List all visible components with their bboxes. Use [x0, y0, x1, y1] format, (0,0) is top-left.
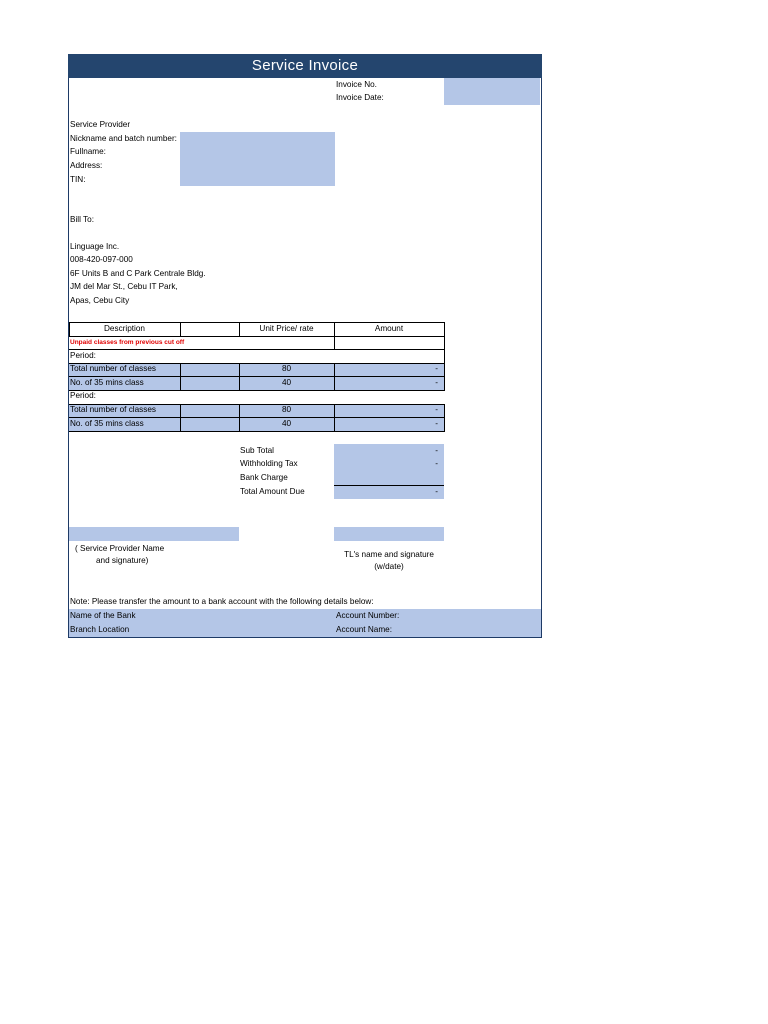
row-amount: -: [435, 405, 438, 414]
fullname-label: Fullname:: [70, 147, 106, 156]
row-description: Total number of classes: [70, 364, 157, 373]
row-description: No. of 35 mins class: [70, 419, 144, 428]
bill-to-line: JM del Mar St., Cebu IT Park,: [70, 282, 178, 291]
row-description: No. of 35 mins class: [70, 378, 144, 387]
account-number-label: Account Number:: [336, 611, 400, 620]
account-name-label: Account Name:: [336, 625, 392, 634]
total-due-value: -: [435, 487, 438, 496]
bill-to-line: Apas, Cebu City: [70, 296, 130, 305]
branch-location-label: Branch Location: [70, 625, 130, 634]
withholding-value: -: [435, 459, 438, 468]
column-header-description: Description: [104, 324, 145, 333]
row-description: Total number of classes: [70, 405, 157, 414]
bank-details-field[interactable]: [69, 609, 541, 637]
invoice-date-label: Invoice Date:: [336, 93, 384, 102]
row-amount: -: [435, 378, 438, 387]
subtotal-value: -: [435, 446, 438, 455]
bank-note: Note: Please transfer the amount to a bank account with the following details below:: [70, 597, 374, 606]
row-rate: 80: [281, 405, 292, 414]
bill-to-line: 6F Units B and C Park Centrale Bldg.: [70, 269, 206, 278]
provider-signature-field[interactable]: [69, 527, 239, 541]
invoice-number-field[interactable]: [444, 78, 540, 105]
tl-signature-caption: (w/date): [374, 562, 404, 571]
bill-to-line: Linguage Inc.: [70, 242, 120, 251]
bank-charge-label: Bank Charge: [240, 473, 288, 482]
subtotal-label: Sub Total: [240, 446, 274, 455]
row-rate: 80: [281, 364, 292, 373]
provider-details-field[interactable]: [180, 132, 335, 186]
withholding-label: Withholding Tax: [240, 459, 298, 468]
row-rate: 40: [281, 378, 292, 387]
provider-signature-caption: and signature): [96, 556, 149, 565]
provider-signature-caption: ( Service Provider Name: [75, 544, 165, 553]
row-rate: 40: [281, 419, 292, 428]
invoice-number-label: Invoice No.: [336, 80, 377, 89]
row-amount: -: [435, 364, 438, 373]
tl-signature-caption: TL's name and signature: [344, 550, 434, 559]
address-label: Address:: [70, 161, 103, 170]
bank-name-label: Name of the Bank: [70, 611, 136, 620]
tin-label: TIN:: [70, 175, 86, 184]
unpaid-note: Unpaid classes from previous cut off: [70, 339, 185, 346]
period-label: Period:: [70, 391, 96, 400]
tl-signature-field[interactable]: [334, 527, 444, 541]
column-header-rate: Unit Price/ rate: [259, 324, 314, 333]
nickname-label: Nickname and batch number:: [70, 134, 177, 143]
provider-heading: Service Provider: [70, 120, 131, 129]
row-amount: -: [435, 419, 438, 428]
unpaid-amount-cell: [334, 336, 445, 350]
bill-to-line: 008-420-097-000: [70, 255, 133, 264]
page-title: Service Invoice: [68, 54, 542, 78]
total-due-label: Total Amount Due: [240, 487, 305, 496]
column-header-amount: Amount: [374, 324, 404, 333]
bill-to-label: Bill To:: [70, 215, 94, 224]
period-label: Period:: [70, 351, 96, 360]
